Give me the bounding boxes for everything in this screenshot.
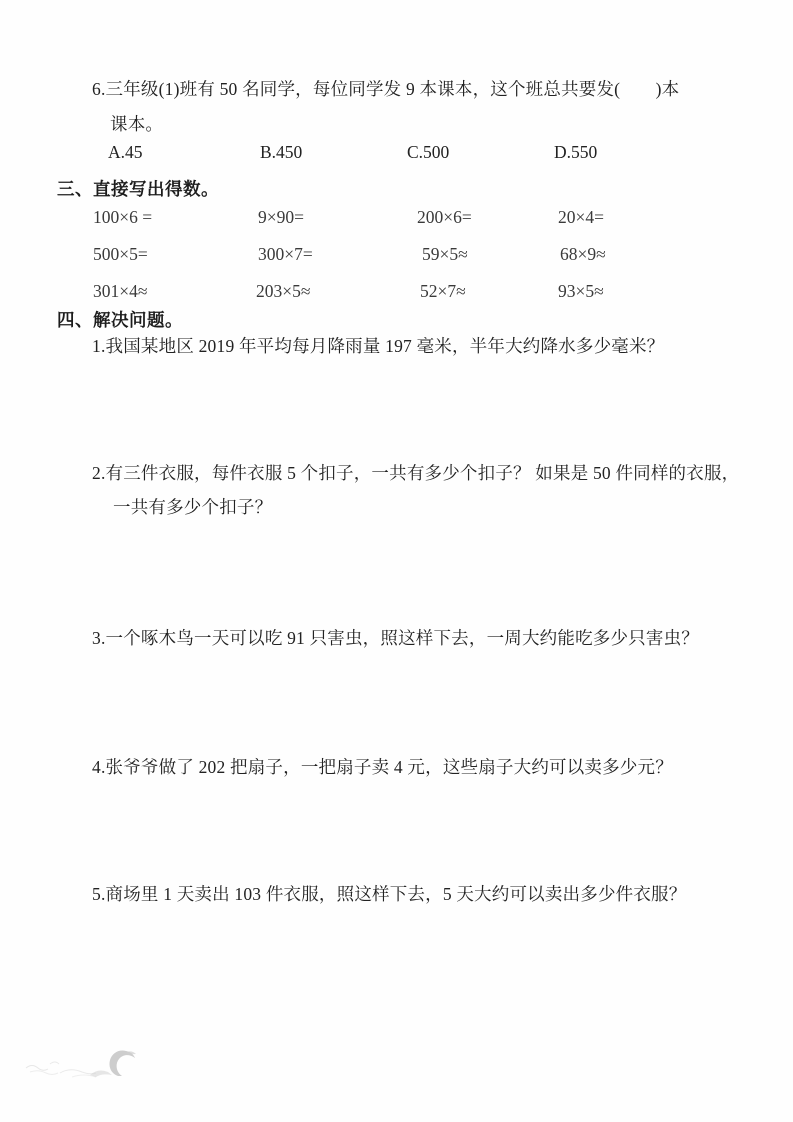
expr-r2c1: 500×5=	[93, 244, 148, 264]
expr-r3c2: 203×5≈	[256, 281, 311, 301]
expr-r2c3: 59×5≈	[422, 244, 468, 264]
expr-r3c3: 52×7≈	[420, 281, 466, 301]
expr-r1c3: 200×6=	[417, 207, 472, 227]
question6-line1: 6.三年级(1)班有 50 名同学，每位同学发 9 本课本，这个班总共要发( )本	[92, 79, 680, 99]
question6-option-d: D.550	[554, 142, 598, 162]
problem-2-line1: 2.有三件衣服，每件衣服 5 个扣子，一共有多少个扣子？ 如果是 50 件同样的衣服，	[92, 463, 740, 483]
question6-option-a: A.45	[108, 142, 143, 162]
expr-r1c2: 9×90=	[258, 207, 304, 227]
ink-wash-decoration-icon	[20, 1046, 150, 1096]
question6-option-b: B.450	[260, 142, 303, 162]
problem-1-line1: 1.我国某地区 2019 年平均每月降雨量 197 毫米，半年大约降水多少毫米？	[92, 336, 665, 356]
section3-title: 三、直接写出得数。	[57, 179, 219, 199]
problem-3-line1: 3.一个啄木鸟一天可以吃 91 只害虫，照这样下去，一周大约能吃多少只害虫？	[92, 628, 699, 648]
expr-r3c4: 93×5≈	[558, 281, 604, 301]
expr-r1c4: 20×4=	[558, 207, 604, 227]
problem-5-line1: 5.商场里 1 天卖出 103 件衣服，照这样下去，5 天大约可以卖出多少件衣服？	[92, 884, 687, 904]
expr-r2c2: 300×7=	[258, 244, 313, 264]
problem-2-line2: 一共有多少个扣子？	[113, 497, 273, 517]
section4-title: 四、解决问题。	[57, 310, 183, 330]
question6-line2: 课本。	[110, 114, 164, 134]
problem-4-line1: 4.张爷爷做了 202 把扇子，一把扇子卖 4 元，这些扇子大约可以卖多少元？	[92, 757, 673, 777]
expr-r3c1: 301×4≈	[93, 281, 148, 301]
question6-option-c: C.500	[407, 142, 450, 162]
expr-r1c1: 100×6 =	[93, 207, 153, 227]
expr-r2c4: 68×9≈	[560, 244, 606, 264]
